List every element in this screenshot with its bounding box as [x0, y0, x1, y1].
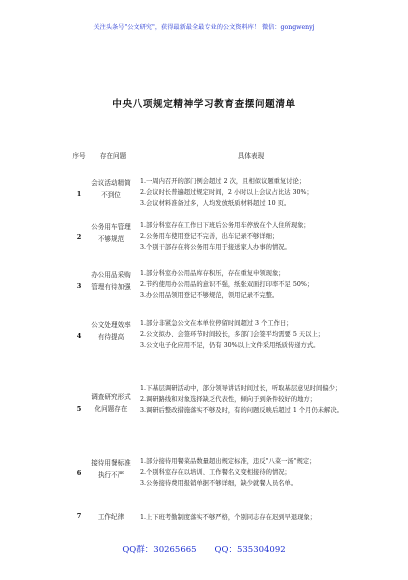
row-number: 4 [76, 332, 82, 340]
row-issue: 调查研究形式化问题存在 [91, 393, 131, 413]
detail-line: 2.节约使用办公用品的意识不强，纸张双面打印率不足 50%； [140, 281, 314, 288]
detail-line: 1.下基层调研活动中，部分领导讲话时间过长，听取基层意见时间偏少； [140, 385, 342, 392]
row-issue: 办公用品采购管理有待加强 [91, 271, 131, 291]
row-details [140, 176, 362, 209]
detail-line: 3.公文电子化应用不足，仍有 30%以上文件采用纸质传递方式。 [140, 342, 320, 349]
detail-line: 2.公务用车使用登记不完善，出车记录不够详细； [140, 233, 279, 240]
detail-line: 3.公务接待费用报销单据不够详细，缺少就餐人员名单。 [140, 480, 298, 487]
row-issue: 会议活动精简不到位 [91, 179, 131, 199]
detail-line: 3.个别干部存在将公务用车用于接送家人办事的情况。 [140, 244, 291, 251]
row-number: 3 [76, 282, 82, 290]
detail-line: 3.调研后整改措施落实不够及时，有的问题反映后超过 1 个月仍未解决。 [140, 407, 343, 414]
row-number: 7 [76, 512, 82, 520]
detail-line: 2.个别科室存在以培训、工作餐名义变相接待的情况； [140, 469, 291, 476]
qq-number: QQ：535304092 [214, 545, 286, 555]
detail-line: 1.上下班考勤制度落实不够严格，个别同志存在迟到早退现象； [140, 514, 317, 521]
detail-line: 1.部分科室办公用品库存积压，存在重复申领现象； [140, 270, 285, 277]
detail-line: 2.公文拟办、会签环节时间较长，多部门会签平均需要 5 天以上； [140, 331, 325, 338]
row-issue: 公文处理效率有待提高 [91, 321, 131, 341]
detail-line: 2.会议时长普遍超过规定时间，2 小时以上会议占比达 30%； [140, 189, 313, 196]
detail-line: 1.部分接待用餐菜品数量超出规定标准，违反"八菜一汤"规定； [140, 458, 316, 465]
detail-line: 2.调研路线和对象选择缺乏代表性，倾向于到条件较好的地方； [140, 396, 317, 403]
detail-line: 1.部分非紧急公文在本单位停留时间超过 3 个工作日； [140, 320, 293, 327]
row-number: 6 [76, 469, 82, 477]
detail-line: 1.部分科室存在工作日下班后公务用车停放在个人住所现象； [140, 222, 310, 229]
row-issue: 接待用餐标准执行不严 [91, 459, 131, 479]
document-title: 中央八项规定精神学习教育查摆问题清单 [112, 99, 296, 110]
row-details [140, 383, 362, 416]
header-banner: 关注头条号"公文研究"，获得最新最全最专业的公文资料库！ 微信：gongwenyj [93, 24, 315, 31]
header-issue: 存在问题 [99, 152, 127, 160]
detail-line: 3.会议材料准备过多，人均发放纸质材料超过 10 页。 [140, 200, 291, 207]
qq-group: QQ群：30265665 [122, 545, 197, 555]
row-details [140, 456, 362, 489]
row-details [140, 512, 362, 523]
row-issue: 公务用车管理不够规范 [91, 223, 131, 243]
detail-line: 3.办公用品领用登记不够规范，领用记录不完整。 [140, 292, 279, 299]
row-number: 2 [76, 233, 82, 241]
row-issue: 工作纪律 [97, 513, 125, 521]
footer-contact [0, 543, 408, 555]
row-details [140, 318, 362, 351]
row-details [140, 268, 362, 301]
header-num: 序号 [72, 152, 86, 160]
row-details [140, 220, 362, 253]
row-number: 5 [76, 405, 82, 413]
row-number: 1 [76, 190, 82, 198]
header-detail: 具体表现 [237, 152, 265, 160]
detail-line: 1.一周内召开的部门例会超过 2 次，且相似议题重复讨论； [140, 178, 306, 185]
